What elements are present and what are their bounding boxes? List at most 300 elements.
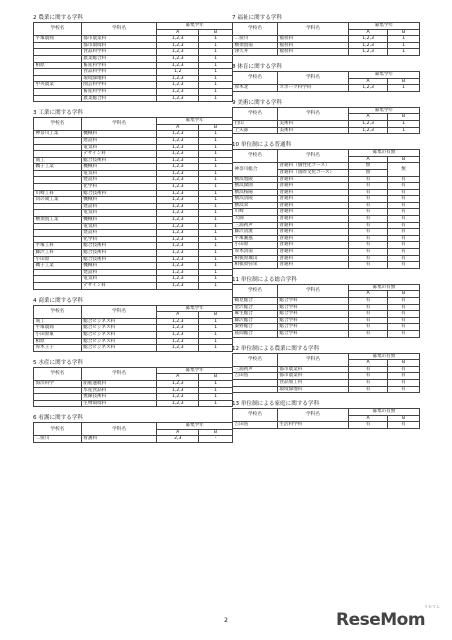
school-cell: 厚木清南 — [233, 249, 278, 256]
dept-cell: 福祉科 — [277, 36, 348, 43]
table-row — [34, 217, 233, 224]
table-row — [34, 55, 233, 62]
col-a-cell: 1,2,3 — [348, 127, 387, 134]
section-title: 13 単位制による家庭に関する学科 — [232, 401, 320, 408]
col-a-cell: 有 — [348, 209, 387, 216]
table-row — [34, 131, 233, 138]
dept-cell: 化学科 — [81, 184, 157, 191]
col-a-cell: 有 — [348, 386, 387, 393]
col-b-header: B — [388, 156, 420, 163]
col-a-cell: 1,2,3 — [157, 269, 199, 276]
table-row — [34, 197, 233, 204]
dept-cell: 電気科 — [81, 170, 157, 177]
table-row — [233, 311, 420, 318]
dept-cell: 食品加工科 — [277, 379, 348, 386]
col-a-cell: 1,2 — [157, 69, 199, 76]
school-cell — [34, 184, 82, 191]
col-b-cell: 1 — [199, 82, 233, 89]
school-cell: 横浜栄 — [233, 202, 278, 209]
col-a-cell: 有 — [348, 317, 387, 324]
dept-cell: 無線技術科 — [81, 394, 157, 401]
col-b-cell: 有 — [388, 324, 420, 331]
dept-cell: 化学科 — [81, 236, 157, 243]
school-header: 学校名 — [34, 118, 82, 131]
table-row — [233, 36, 420, 43]
quota-header: 募集の有無 — [348, 409, 419, 416]
dept-cell: 総合学科 — [277, 304, 348, 311]
dept-cell: 都市農業科 — [81, 36, 157, 43]
col-a-cell: 1,2,3 — [157, 62, 199, 69]
col-b-cell: 有 — [388, 317, 420, 324]
col-a-header: A — [157, 374, 199, 381]
col-b-cell: 1 — [388, 127, 420, 134]
col-b-cell: 有 — [388, 235, 420, 242]
dept-cell: 建設科 — [81, 137, 157, 144]
school-cell: 横須賀南 — [233, 42, 278, 49]
col-b-cell: 有 — [388, 366, 420, 373]
dept-cell: 建設科 — [81, 177, 157, 184]
section — [232, 276, 420, 338]
col-a-cell: 2,3 — [157, 436, 199, 443]
dept-cell: 普通科 — [277, 216, 348, 223]
table-row — [233, 229, 420, 236]
dept-cell: 総合技術科 — [81, 190, 157, 197]
col-b-cell: 1 — [199, 243, 233, 250]
col-a-cell: 有 — [348, 298, 387, 305]
section — [33, 414, 233, 443]
dept-cell: 総合ビジネス科 — [81, 325, 157, 332]
col-a-header: A — [348, 360, 387, 367]
section-title: 10 単位制による普通科 — [232, 142, 292, 149]
col-a-cell: 1,2,3 — [157, 230, 199, 237]
table-row — [233, 379, 420, 386]
col-b-cell: 有 — [388, 379, 420, 386]
dept-cell: 園芸科学科 — [81, 82, 157, 89]
school-header: 学校名 — [233, 409, 278, 422]
resemom-logo: ReseMom — [336, 610, 426, 630]
table-row — [233, 317, 420, 324]
table-row — [34, 318, 233, 325]
dept-cell: 普通科 — [277, 222, 348, 229]
table-row — [34, 75, 233, 82]
school-cell — [233, 379, 278, 386]
dept-cell: 機械科 — [81, 164, 157, 171]
school-cell — [34, 170, 82, 177]
school-cell: 金沢総合 — [233, 304, 278, 311]
dept-cell: 総合技術科 — [81, 157, 157, 164]
dept-cell: 水産食品科 — [81, 387, 157, 394]
dept-header: 学科名 — [277, 23, 348, 36]
col-b-cell: 有 — [388, 189, 420, 196]
col-a-cell: 1,2,3 — [157, 95, 199, 102]
col-b-cell: 1 — [199, 325, 233, 332]
col-b-cell: 1 — [199, 131, 233, 138]
school-cell: 厚木王子 — [34, 345, 82, 352]
section — [232, 400, 420, 429]
dept-cell: 美術科 — [277, 127, 348, 134]
dept-header: 学科名 — [277, 107, 348, 120]
school-cell: 藤沢清流 — [233, 229, 278, 236]
school-cell — [34, 49, 82, 56]
dept-cell: 電気科 — [81, 210, 157, 217]
table-row — [233, 330, 420, 337]
school-cell — [34, 137, 82, 144]
school-cell: 相原 — [34, 338, 82, 345]
school-header: 学校名 — [233, 150, 278, 163]
school-header: 学校名 — [34, 23, 82, 36]
school-cell: 海洋科学 — [34, 380, 82, 387]
table-row — [34, 282, 233, 289]
dept-cell: 電気科 — [81, 223, 157, 230]
school-cell: 秦野総合 — [233, 324, 278, 331]
school-cell: 津久井 — [233, 49, 278, 56]
school-cell: 吉田島 — [233, 373, 278, 380]
col-a-cell: 有 — [348, 235, 387, 242]
school-cell — [34, 95, 82, 102]
col-b-cell: 有 — [388, 216, 420, 223]
col-b-cell: 1 — [388, 42, 420, 49]
table-row — [34, 82, 233, 89]
quota-header: 募集の有無 — [348, 353, 419, 360]
col-a-cell: 1,2,3 — [157, 131, 199, 138]
col-a-cell: 有 — [348, 379, 387, 386]
col-b-cell: 1 — [199, 36, 233, 43]
school-cell: 小田原 — [233, 242, 278, 249]
data-table — [33, 422, 233, 443]
dept-cell: 総合学科 — [277, 324, 348, 331]
school-cell: 平塚農商 — [34, 325, 82, 332]
school-cell — [233, 386, 278, 393]
dept-cell: 普通科 — [277, 202, 348, 209]
dept-cell: 総合学科 — [277, 317, 348, 324]
school-header: 学校名 — [233, 284, 278, 297]
school-cell: 神奈川工業 — [34, 131, 82, 138]
quota-header: 募集の有無 — [348, 150, 419, 157]
col-a-cell: 1,2,3 — [157, 338, 199, 345]
table-row — [34, 325, 233, 332]
school-header: 学校名 — [233, 353, 278, 366]
dept-cell: 普通科 — [277, 189, 348, 196]
dept-cell: 普通科 — [277, 229, 348, 236]
table-row — [233, 249, 420, 256]
dept-cell: 都市環境科 — [81, 42, 157, 49]
dept-cell: 看護科 — [81, 436, 157, 443]
col-b-header: B — [199, 29, 233, 36]
data-table — [232, 71, 420, 92]
col-b-cell: 有 — [388, 262, 420, 269]
col-a-cell: 有 — [348, 229, 387, 236]
section-title: 3 工業に関する学科 — [33, 110, 84, 117]
school-header: 学校名 — [233, 23, 278, 36]
table-row — [233, 373, 420, 380]
school-cell — [34, 144, 82, 151]
school-cell: 藤沢工科 — [34, 250, 82, 257]
col-b-header: B — [199, 374, 233, 381]
school-cell — [34, 55, 82, 62]
table-row — [233, 242, 420, 249]
table-row — [233, 216, 420, 223]
col-a-header: A — [157, 429, 199, 436]
school-cell — [34, 69, 82, 76]
dept-cell: 船舶運航科 — [81, 380, 157, 387]
col-a-header: A — [348, 156, 387, 163]
col-b-cell: 有 — [388, 249, 420, 256]
col-a-cell: 有 — [348, 176, 387, 183]
dept-header: 学科名 — [81, 367, 157, 380]
school-cell: 相模原城山 — [233, 255, 278, 262]
table-row — [233, 255, 420, 262]
section — [33, 297, 233, 352]
table-row — [34, 157, 233, 164]
school-cell — [34, 269, 82, 276]
table-row — [233, 189, 420, 196]
col-a-cell: 1,2,3 — [348, 42, 387, 49]
col-b-cell: 有 — [388, 298, 420, 305]
quota-header: 募集学年 — [348, 71, 419, 78]
table-row — [34, 269, 233, 276]
school-cell — [34, 203, 82, 210]
table-row — [34, 184, 233, 191]
dept-cell: 普通科 — [277, 242, 348, 249]
table-row — [34, 62, 233, 69]
table-row — [233, 127, 420, 134]
table-row — [34, 95, 233, 102]
col-b-cell: 1 — [199, 263, 233, 270]
col-a-cell: 1,2,3 — [157, 157, 199, 164]
col-a-cell: 有 — [348, 330, 387, 337]
table-row — [34, 144, 233, 151]
col-b-cell: 有 — [388, 373, 420, 380]
table-row — [233, 222, 420, 229]
table-row — [34, 394, 233, 401]
col-a-cell: 1,2,3 — [157, 250, 199, 257]
col-b-cell: 1 — [199, 88, 233, 95]
quota-header: 募集学年 — [157, 367, 233, 374]
col-a-cell: 1,2,3 — [157, 177, 199, 184]
table-row — [34, 190, 233, 197]
section-title: 8 体育に関する学科 — [232, 63, 283, 70]
school-cell: 平塚工科 — [34, 243, 82, 250]
col-b-cell: 有 — [388, 422, 420, 429]
col-a-cell: 1,2,3 — [157, 75, 199, 82]
section — [232, 99, 420, 134]
col-a-cell: 1,2,3 — [157, 184, 199, 191]
col-b-header: B — [388, 29, 420, 36]
dept-cell: 環境緑地科 — [277, 386, 348, 393]
table-row — [34, 236, 233, 243]
col-a-cell: 1,2,3 — [157, 236, 199, 243]
dept-cell: 総合学科 — [277, 298, 348, 305]
data-table — [232, 22, 420, 56]
section-title: 9 美術に関する学科 — [232, 99, 283, 106]
table-row — [34, 177, 233, 184]
col-b-cell: 有 — [388, 176, 420, 183]
school-cell: 中央農業 — [34, 82, 82, 89]
table-row — [233, 196, 420, 203]
school-cell — [34, 282, 82, 289]
col-b-cell: 有 — [388, 229, 420, 236]
section — [33, 14, 233, 102]
col-b-cell: 1 — [199, 400, 233, 407]
data-table — [232, 107, 420, 134]
table-row — [34, 243, 233, 250]
school-cell: 磯子工業 — [34, 164, 82, 171]
col-b-cell: 1 — [199, 276, 233, 283]
col-a-cell: 1,2,3 — [157, 88, 199, 95]
col-a-cell: 1,2,3 — [157, 282, 199, 289]
col-b-cell: 1 — [199, 230, 233, 237]
col-b-cell: - — [199, 436, 233, 443]
col-b-cell: 1 — [199, 62, 233, 69]
table-row — [233, 42, 420, 49]
col-b-cell: 有 — [388, 386, 420, 393]
table-row — [34, 137, 233, 144]
table-row — [34, 436, 233, 443]
school-cell — [34, 177, 82, 184]
table-row — [34, 331, 233, 338]
col-b-cell: 有 — [388, 202, 420, 209]
dept-header: 学科名 — [81, 118, 157, 131]
col-a-cell: 有 — [348, 422, 387, 429]
dept-cell: 総合ビジネス科 — [81, 318, 157, 325]
col-a-header: A — [348, 29, 387, 36]
col-b-cell: 1 — [199, 394, 233, 401]
col-b-cell: 1 — [199, 144, 233, 151]
table-row — [34, 151, 233, 158]
table-row — [34, 250, 233, 257]
dept-header: 学科名 — [277, 284, 348, 297]
col-a-cell: 有 — [348, 311, 387, 318]
school-cell: 三浦初声 — [233, 366, 278, 373]
school-cell: 横須賀工業 — [34, 217, 82, 224]
table-row — [233, 262, 420, 269]
table-row — [233, 386, 420, 393]
data-table — [33, 305, 233, 352]
school-cell: 川崎 — [233, 209, 278, 216]
col-a-header: A — [157, 29, 199, 36]
dept-cell: 美術科 — [277, 120, 348, 127]
quota-header: 募集学年 — [157, 305, 233, 312]
school-cell: 鶴見総合 — [233, 298, 278, 305]
dept-cell: 普通科（国際文化コース） — [277, 169, 348, 176]
col-a-cell: 無 — [348, 169, 387, 176]
col-a-cell: 1,2,3 — [348, 36, 387, 43]
section — [232, 14, 420, 56]
table-row — [233, 366, 420, 373]
school-header: 学校名 — [34, 423, 82, 436]
dept-header: 学科名 — [81, 423, 157, 436]
dept-cell: 機械科 — [81, 131, 157, 138]
table-row — [233, 176, 420, 183]
school-cell: 相原 — [34, 62, 82, 69]
dept-cell: 総合技術科 — [81, 243, 157, 250]
col-a-cell: 有 — [348, 242, 387, 249]
table-row — [34, 230, 233, 237]
col-a-cell: 1,2,3 — [157, 325, 199, 332]
table-row — [233, 202, 420, 209]
school-cell: 横浜緑園 — [233, 183, 278, 190]
section-title: 5 水産に関する学科 — [33, 359, 84, 366]
data-table — [33, 117, 233, 289]
section — [33, 109, 233, 289]
dept-cell: 電気科 — [81, 276, 157, 283]
school-cell: 二俣川 — [34, 436, 82, 443]
table-row — [233, 324, 420, 331]
col-b-header: B — [388, 415, 420, 422]
school-header: 学校名 — [233, 71, 278, 84]
dept-cell: 普通科 — [277, 196, 348, 203]
dept-cell: 畜産科学科 — [81, 62, 157, 69]
table-row — [34, 387, 233, 394]
col-b-cell: 1 — [199, 387, 233, 394]
col-b-cell: 1 — [199, 223, 233, 230]
dept-cell: 食品科学科 — [81, 69, 157, 76]
col-a-cell: 1,2,3 — [157, 197, 199, 204]
dept-cell: 総合学科 — [277, 330, 348, 337]
col-b-header: B — [199, 429, 233, 436]
dept-cell: 生活科学科 — [277, 422, 348, 429]
col-b-cell: 1 — [199, 250, 233, 257]
table-row — [233, 298, 420, 305]
table-row — [34, 380, 233, 387]
col-a-cell: 有 — [348, 366, 387, 373]
dept-cell: デザイン科 — [81, 282, 157, 289]
col-b-cell: 1 — [199, 137, 233, 144]
col-a-cell: 1,2,3 — [157, 243, 199, 250]
dept-cell: 都市農業科 — [277, 366, 348, 373]
table-row — [34, 42, 233, 49]
dept-cell: 普通科 — [277, 183, 348, 190]
dept-cell: 普通科 — [277, 262, 348, 269]
col-a-cell: 1,2,3 — [157, 400, 199, 407]
data-table — [232, 284, 420, 338]
dept-header: 学科名 — [277, 150, 348, 163]
col-b-header: B — [388, 291, 420, 298]
col-a-cell: 1,2,3 — [157, 331, 199, 338]
col-a-cell: 有 — [348, 222, 387, 229]
col-b-cell: 有 — [388, 311, 420, 318]
col-a-cell: 1,2,3 — [157, 345, 199, 352]
table-row — [34, 256, 233, 263]
school-cell: 三浦初声 — [233, 222, 278, 229]
col-b-cell: 1 — [199, 203, 233, 210]
school-cell: 厚木北 — [233, 85, 278, 92]
col-b-cell: 1 — [199, 170, 233, 177]
school-cell — [34, 400, 82, 407]
col-b-cell: 1 — [199, 42, 233, 49]
school-cell: 藤沢総合 — [233, 317, 278, 324]
col-b-cell: 有 — [388, 196, 420, 203]
col-a-cell: 有 — [348, 262, 387, 269]
school-cell — [34, 210, 82, 217]
school-cell — [34, 387, 82, 394]
col-b-cell: 1 — [388, 36, 420, 43]
col-a-cell: 有 — [348, 324, 387, 331]
col-a-cell: 1,2,3 — [157, 137, 199, 144]
col-a-cell: 1,2,3 — [157, 223, 199, 230]
page-number: 2 — [224, 617, 228, 624]
table-row — [34, 338, 233, 345]
section — [232, 345, 420, 394]
resemom-logo-sub: リセマム — [424, 604, 440, 609]
dept-cell: 総合技術科 — [81, 250, 157, 257]
dept-cell: 食品科学科 — [81, 49, 157, 56]
dept-cell: 農業総合科 — [81, 55, 157, 62]
dept-cell: 総合技術科 — [81, 256, 157, 263]
left-column — [33, 14, 233, 450]
table-row — [34, 36, 233, 43]
school-cell — [34, 236, 82, 243]
